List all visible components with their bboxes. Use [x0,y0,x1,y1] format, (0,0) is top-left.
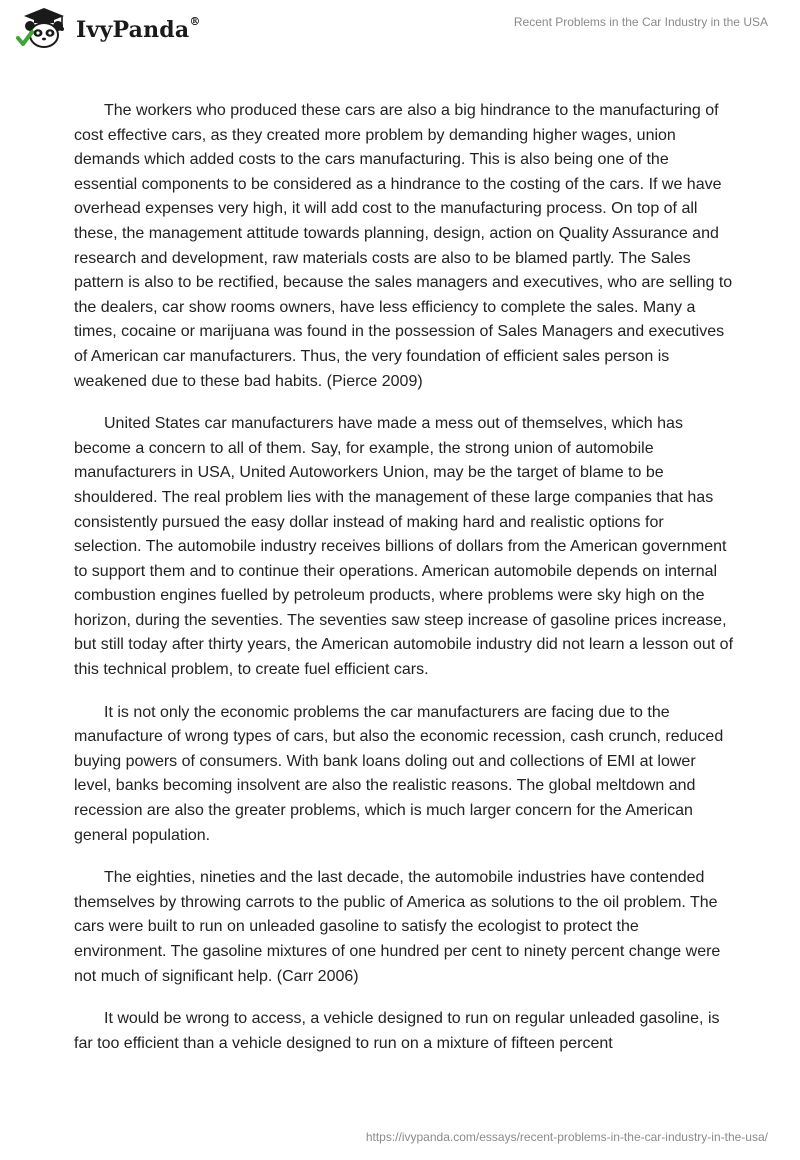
brand-name [76,17,201,43]
source-url[interactable]: https://ivypanda.com/essays/recent-problems-in-the-car-industry-in-the-usa/ [365,1130,768,1144]
document-title: Recent Problems in the Car Industry in the USA [513,15,768,29]
paragraph: The workers who produced these cars are also a big hindrance to the manufacturing of cost effective cars, as they created more problem by demanding higher wages, union demands which added costs to the cars manufacturing. This is also being one of the essential components to be considered as a hindrance to the costing of the cars. If we have overhead expenses very high, it will add cost to the manufacturing process. On top of all these, the management attitude towards planning, design, action on Quality Assurance and research and development, raw materials costs are also to be blamed partly. The Sales pattern is also to be rectified, because the sales managers and executives, who are selling to the dealers, car show rooms owners, have less efficiency to complete the sales. Many a times, cocaine or marijuana was found in the possession of Sales Managers and executives of American car manufacturers. Thus, the very foundation of efficient sales person is weakened due to these bad habits. (Pierce 2009) [74,102,733,390]
paragraph: The eighties, nineties and the last decade, the automobile industries have contended themselves by throwing carrots to the public of America as solutions to the oil problem. The cars were built to run on unleaded gasoline to satisfy the ecologist to protect the environment. The gasoline mixtures of one hundred per cent to ninety percent change were not much of significant help. (Carr 2006) [74,869,721,985]
page-header [0,0,800,60]
paragraph: It is not only the economic problems the car manufacturers are facing due to the manufacture of wrong types of cars, but also the economic recession, cash crunch, reduced buying powers of consumers. With bank loans doling out and collections of EMI at lower level, banks becoming insolvent are also the realistic reasons. The global meltdown and recession are also the greater problems, which is much larger concern for the American general population. [74,703,724,844]
brand-name-text: IvyPanda [76,17,190,43]
paragraph: United States car manufacturers have made a mess out of themselves, which has become a concern to all of them. Say, for example, the strong union of automobile manufacturers in USA, United Autoworkers Union, may be the target of blame to be shouldered. The real problem lies with the management of these large companies that has consistently pursued the easy dollar instead of making hard and realistic options for selection. The automobile industry receives billions of dollars from the American government to support them and to continue their operations. American automobile depends on internal combustion engines fuelled by petroleum products, where problems were sky high on the horizon, during the seventies. The seventies saw steep increase of gasoline prices increase, but still today after thirty years, the American automobile industry did not learn a lesson out of this technical problem, to create fuel efficient cars. [74,415,734,679]
essay-body [74,99,734,1074]
registered-mark: ® [189,15,201,28]
paragraph: It would be wrong to access, a vehicle designed to run on regular unleaded gasoline, is far too efficient than a vehicle designed to run on a mixture of fifteen percent [74,1010,720,1052]
brand-logo[interactable] [14,6,201,52]
panda-graduate-icon [14,6,72,52]
